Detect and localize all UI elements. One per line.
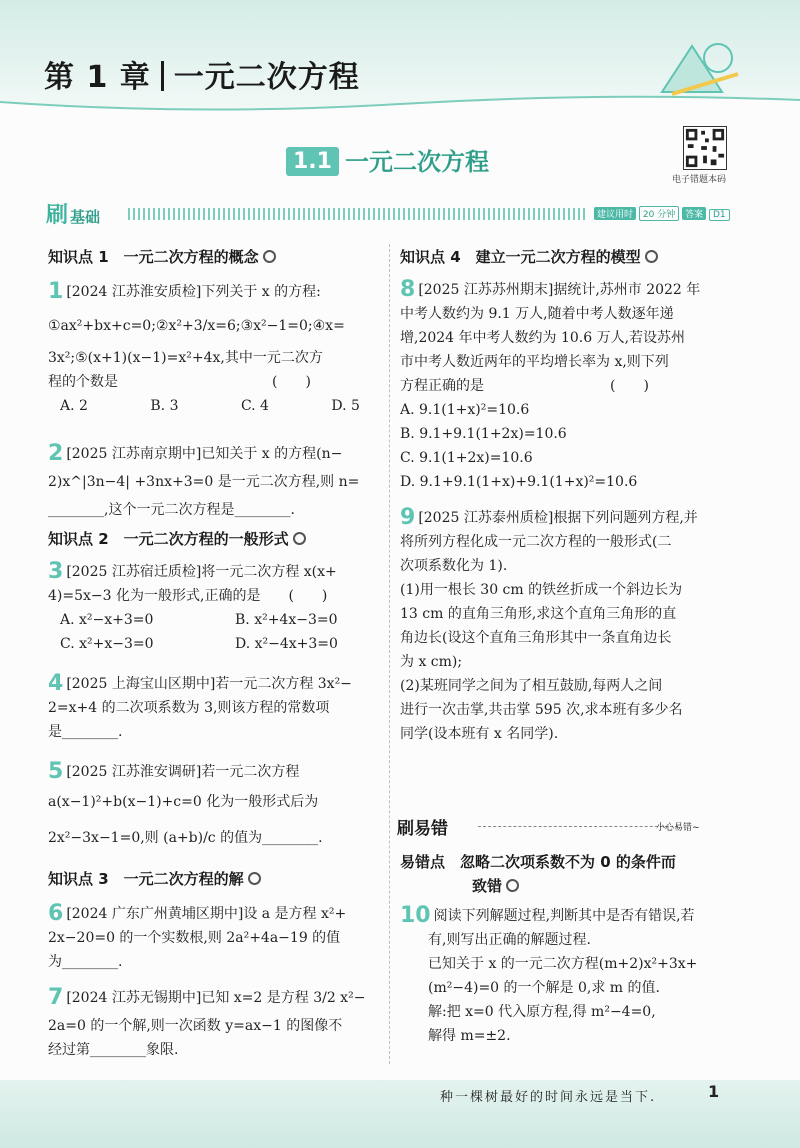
footer-band: [0, 1080, 800, 1148]
question-number: 8: [400, 277, 416, 302]
time-value: 20 分钟: [639, 206, 679, 221]
question-10: [400, 904, 740, 1048]
q1-line-2: ①ax²+bx+c=0;②x²+3/x=6;③x²−1=0;④x=: [48, 318, 345, 334]
qr-code-icon[interactable]: [683, 126, 727, 170]
q8-line-1: [2025 江苏苏州期末]据统计,苏州市 2022 年: [418, 282, 701, 298]
q2-line-2: 2)x^|3n−4| +3nx+3=0 是一元二次方程,则 n=: [48, 474, 360, 490]
chapter-title: [44, 52, 360, 96]
q8-option-b[interactable]: B. 9.1+9.1(1+2x)=10.6: [400, 426, 567, 442]
q3-options: [60, 608, 383, 656]
kp3-text: 知识点 3 一元二次方程的解: [48, 870, 244, 888]
q9-line-8: (2)某班同学之间为了相互鼓励,每两人之间: [400, 678, 663, 694]
option-c[interactable]: C. 4: [240, 398, 269, 414]
q8-option-a[interactable]: A. 9.1(1+x)²=10.6: [400, 402, 530, 418]
question-number: 3: [48, 559, 64, 584]
question-number: 4: [48, 671, 64, 696]
q10-line-3: 已知关于 x 的一元二次方程(m+2)x²+3x+: [428, 956, 698, 972]
target-icon: [248, 872, 261, 885]
target-icon: [263, 250, 276, 263]
shua-sub: 基础: [70, 208, 101, 226]
error-title-line-1: 易错点 忽略二次项系数不为 0 的条件而: [400, 853, 676, 871]
question-number: 2: [48, 441, 64, 466]
q5-line-3: 2x²−3x−1=0,则 (a+b)/c 的值为________.: [48, 830, 323, 846]
dotted-rule: [128, 208, 588, 220]
q9-line-2: 将所列方程化成一元二次方程的一般形式(二: [400, 534, 672, 550]
q1-line-3: 3x²;⑤(x+1)(x−1)=x²+4x,其中一元二次方: [48, 350, 323, 366]
option-d[interactable]: D. x²−4x+3=0: [235, 636, 338, 652]
q10-line-4: (m²−4)=0 的一个解是 0,求 m 的值.: [428, 980, 660, 996]
yicuo-tip: 小心易错~: [656, 823, 700, 833]
kp2-text: 知识点 2 一元二次方程的一般形式: [48, 530, 289, 548]
q8-line-2: 中考人数约为 9.1 万人,随着中考人数逐年递: [400, 306, 674, 322]
shua-label: 刷: [46, 203, 69, 228]
chapter-number: 第 1 章: [44, 60, 151, 95]
question-number: 1: [48, 279, 64, 304]
q10-line-2: 有,则写出正确的解题过程.: [428, 932, 591, 948]
q7-line-2: 2a=0 的一个解,则一次函数 y=ax−1 的图像不: [48, 1018, 343, 1034]
section-title: [286, 142, 489, 177]
shua-basic-heading: [46, 198, 100, 229]
chapter-separator: [161, 61, 164, 91]
knowledge-point-4: [400, 246, 658, 267]
question-5: [48, 760, 383, 850]
q9-line-5: 13 cm 的直角三角形,求这个直角三角形的直: [400, 606, 677, 622]
error-title-line-2: [472, 874, 676, 898]
q1-options: [60, 394, 360, 418]
q8-line-3: 增,2024 年中考人数约为 10.6 万人,若设苏州: [400, 330, 686, 346]
q9-line-4: (1)用一根长 30 cm 的铁丝折成一个斜边长为: [400, 582, 683, 598]
footer-motto: 种一棵树最好的时间永远是当下.: [440, 1090, 657, 1105]
option-c[interactable]: C. x²+x−3=0: [60, 636, 154, 652]
question-number: 5: [48, 759, 64, 784]
yicuo-rule: [478, 826, 678, 827]
q9-line-6: 角边长(设这个直角三角形其中一条直角边长: [400, 630, 672, 646]
q9-line-1: [2025 江苏泰州质检]根据下列问题列方程,并: [418, 510, 698, 526]
q3-line-1: [2025 江苏宿迁质检]将一元二次方程 x(x+: [66, 564, 337, 580]
q6-line-1: [2024 广东广州黄埔区期中]设 a 是方程 x²+: [66, 906, 347, 922]
knowledge-point-1: [48, 246, 276, 267]
section-number: 1.1: [286, 147, 339, 176]
knowledge-point-2: [48, 528, 306, 549]
q9-line-7: 为 x cm);: [400, 654, 463, 670]
time-and-answer: [594, 206, 730, 221]
question-number: 9: [400, 505, 416, 530]
question-4: [48, 672, 383, 744]
q3-line-2: 4)=5x−3 化为一般形式,正确的是 ( ): [48, 588, 328, 604]
q2-line-1: [2025 江苏南京期中]已知关于 x 的方程(n−: [66, 446, 343, 462]
error-title-line-2-text: 致错: [472, 877, 503, 895]
kp4-text: 知识点 4 建立一元二次方程的模型: [400, 248, 641, 266]
target-icon: [293, 532, 306, 545]
q4-line-2: 2=x+4 的二次项系数为 3,则该方程的常数项: [48, 700, 330, 716]
q8-line-5: 方程正确的是 ( ): [400, 378, 649, 394]
question-8: [400, 278, 740, 494]
target-icon: [645, 250, 658, 263]
option-b[interactable]: B. 3: [150, 398, 179, 414]
q2-line-3: ________,这个一元二次方程是________.: [48, 502, 295, 518]
geometry-tools-icon: [652, 36, 742, 98]
q7-line-1: [2024 江苏无锡期中]已知 x=2 是方程 3/2 x²−: [66, 990, 366, 1006]
q8-option-c[interactable]: C. 9.1(1+2x)=10.6: [400, 450, 533, 466]
q4-line-1: [2025 上海宝山区期中]若一元二次方程 3x²−: [66, 676, 352, 692]
shua-yicuo-heading: [397, 814, 448, 839]
kp1-text: 知识点 1 一元二次方程的概念: [48, 248, 259, 266]
chapter-name: 一元二次方程: [173, 60, 360, 95]
q9-line-10: 同学(设本班有 x 名同学).: [400, 726, 559, 742]
q6-line-3: 为________.: [48, 954, 123, 970]
q6-line-2: 2x−20=0 的一个实数根,则 2a²+4a−19 的值: [48, 930, 341, 946]
option-d[interactable]: D. 5: [331, 398, 360, 414]
question-2: [48, 442, 383, 522]
q5-line-2: a(x−1)²+b(x−1)+c=0 化为一般形式后为: [48, 794, 319, 810]
q7-line-3: 经过第________象限.: [48, 1042, 179, 1058]
answer-page: D1: [709, 209, 730, 221]
q1-line-1: [2024 江苏淮安质检]下列关于 x 的方程:: [66, 284, 321, 300]
section-name: 一元二次方程: [344, 148, 489, 176]
q8-option-d[interactable]: D. 9.1+9.1(1+x)+9.1(1+x)²=10.6: [400, 474, 638, 490]
question-9: [400, 506, 740, 746]
option-a[interactable]: A. x²−x+3=0: [60, 612, 154, 628]
question-3: [48, 560, 383, 656]
q10-line-1: 阅读下列解题过程,判断其中是否有错误,若: [433, 908, 695, 924]
q5-line-1: [2025 江苏淮安调研]若一元二次方程: [66, 764, 300, 780]
error-point-heading: [400, 850, 676, 898]
page-number: 1: [708, 1082, 720, 1101]
question-number: 10: [400, 903, 431, 928]
q4-line-3: 是________.: [48, 724, 123, 740]
time-label: 建议用时: [594, 207, 636, 220]
answer-label: 答案: [682, 207, 706, 220]
q10-line-6: 解得 m=±2.: [428, 1028, 511, 1044]
question-7: [48, 986, 383, 1062]
q9-line-3: 次项系数化为 1).: [400, 558, 508, 574]
knowledge-point-3: [48, 868, 261, 889]
q8-line-4: 市中考人数近两年的平均增长率为 x,则下列: [400, 354, 669, 370]
q1-line-4: 程的个数是 ( ): [48, 374, 311, 390]
question-number: 6: [48, 901, 64, 926]
option-a[interactable]: A. 2: [60, 398, 88, 414]
question-number: 7: [48, 985, 64, 1010]
qr-caption: 电子错题本码: [672, 175, 727, 185]
target-icon: [506, 879, 519, 892]
option-b[interactable]: B. x²+4x−3=0: [235, 612, 338, 628]
question-1: [48, 280, 383, 418]
q9-line-9: 进行一次击掌,共击掌 595 次,求本班有多少名: [400, 702, 683, 718]
question-6: [48, 902, 383, 974]
yicuo-label: 刷易错: [397, 819, 448, 839]
q10-line-5: 解:把 x=0 代入原方程,得 m²−4=0,: [428, 1004, 656, 1020]
